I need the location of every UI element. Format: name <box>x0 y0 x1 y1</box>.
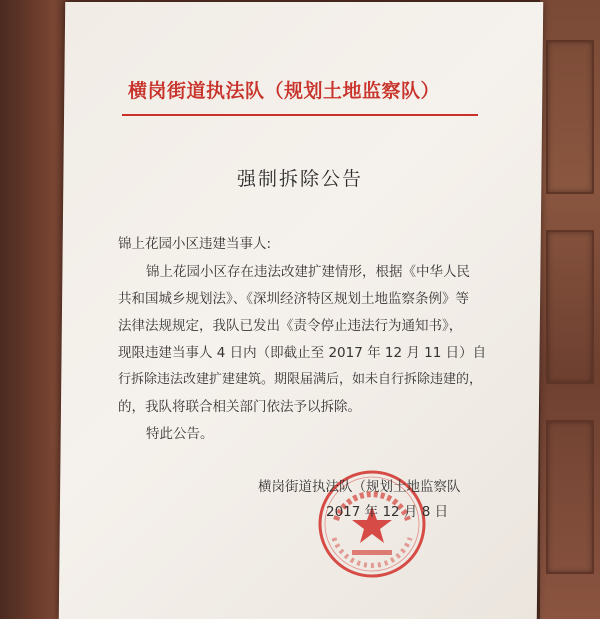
body-line: 现限违建当事人 4 日内（即截止至 2017 年 12 月 11 日）自 <box>118 345 487 361</box>
body-line: 行拆除违法改建扩建建筑。期限届满后，如未自行拆除违建的， <box>118 372 483 387</box>
addressee-line: 锦上花园小区违建当事人: <box>118 236 272 252</box>
wall-panel <box>546 420 594 574</box>
signature-date: 2017 年 12 月 8 日 <box>326 504 449 520</box>
body-line: 的，我队将联合相关部门依法予以拆除。 <box>118 399 361 415</box>
closing-line: 特此公告。 <box>146 426 214 442</box>
header-divider <box>122 114 478 116</box>
body-line: 锦上花园小区存在违法改建扩建情形，根据《中华人民 <box>146 264 470 280</box>
notice-title: 强制拆除公告 <box>236 168 363 190</box>
body-line: 法律法规规定，我队已发出《责令停止违法行为通知书》， <box>118 318 463 334</box>
issuer-header: 横岗街道执法队（规划土地监察队） <box>128 80 441 102</box>
wall-panel <box>546 230 594 384</box>
wood-wall-background <box>540 0 600 619</box>
signature-organization: 横岗街道执法队（规划土地监察队 <box>258 479 461 495</box>
body-line: 共和国城乡规划法》、《深圳经济特区规划土地监察条例》等 <box>118 291 469 307</box>
